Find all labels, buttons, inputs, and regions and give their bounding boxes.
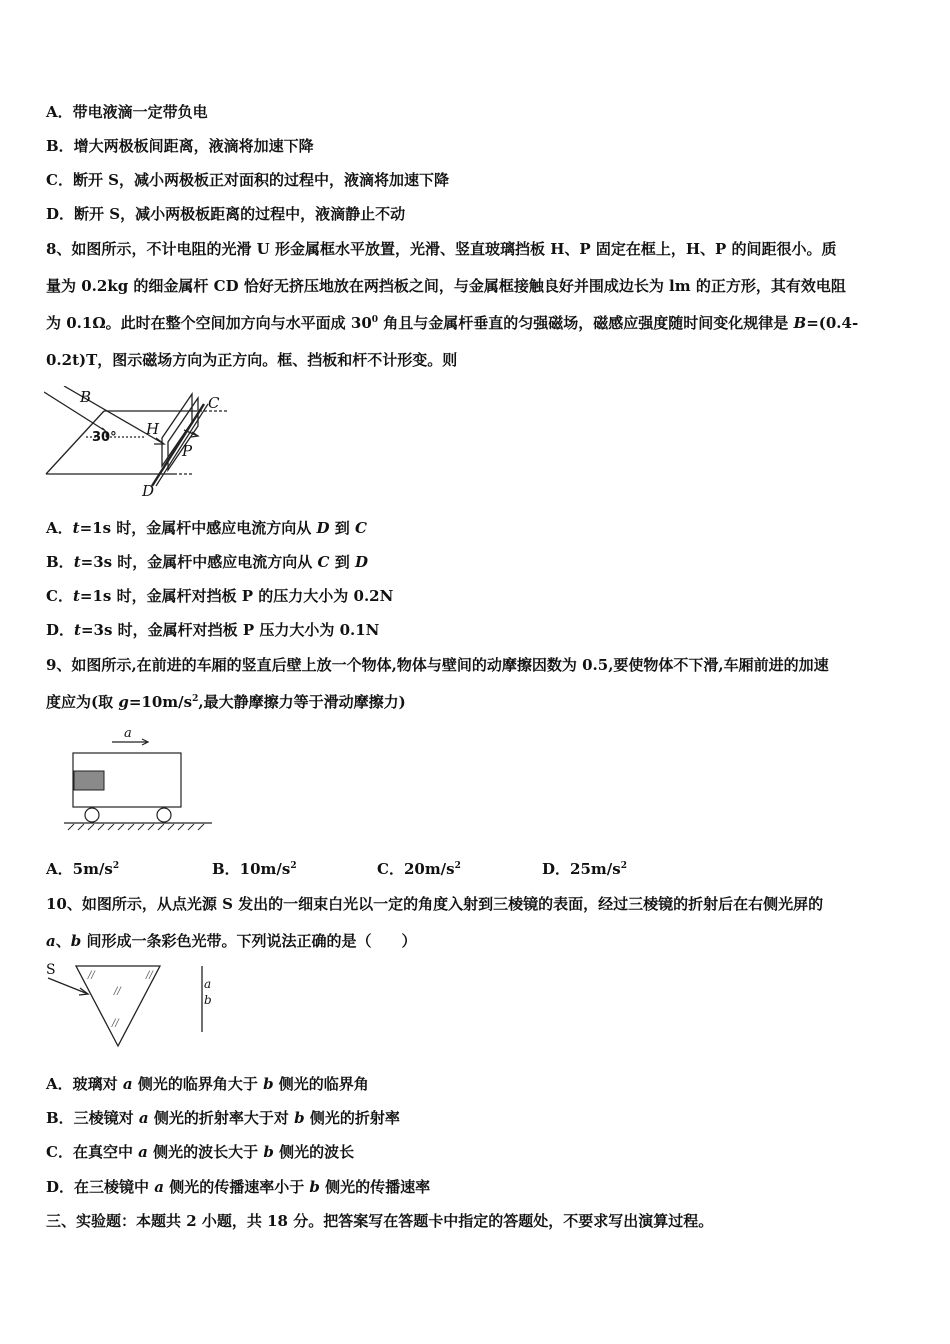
- q9-option-b: B．$10m/s^2$: [212, 860, 297, 878]
- q8-label-d: D: [142, 482, 155, 498]
- svg-text://: //: [146, 970, 153, 981]
- q8-stem-line2: 量为 0.2kg 的细金属杆 CD 恰好无挤压地放在两挡板之间，与金属框接触良好并围成边长为 lm 的正方形，其有效电阻: [46, 277, 846, 295]
- q8-figure: [44, 386, 244, 498]
- q7-option-b: B．增大两极板间距离，液滴将加速下降: [46, 137, 314, 155]
- section3-heading: 三、实验题：本题共 2 小题，共 18 分。把答案写在答题卡中指定的答题处，不要求写出演算过程。: [46, 1212, 714, 1230]
- q9-stem-line2: 度应为(取 $g=10m/s^2$,最大静摩擦力等于滑动摩擦力): [46, 693, 406, 711]
- q10-figure: [42, 960, 222, 1050]
- q10-label-s: S: [46, 962, 56, 978]
- q8-label-angle: 30°: [92, 430, 117, 445]
- q7-option-a: A．带电液滴一定带负电: [46, 103, 208, 121]
- q9-block: [74, 771, 104, 790]
- q8-label-c: C: [208, 394, 220, 412]
- q10-option-d: D．在三棱镜中 a 侧光的传播速率小于 b 侧光的传播速率: [46, 1178, 431, 1196]
- q10-stem-line1: 10、如图所示，从点光源 S 发出的一细束白光以一定的角度入射到三棱镜的表面，经过三棱镜的折射后在右侧光屏的: [46, 895, 824, 913]
- q9-option-a: A．$5m/s^2$: [46, 860, 120, 878]
- q9-figure: [62, 724, 218, 832]
- q8-option-a: A．t=1s 时，金属杆中感应电流方向从 D 到 C: [46, 519, 367, 537]
- q8-label-b: B: [80, 388, 92, 406]
- svg-text://: //: [114, 986, 121, 997]
- q8-stem-line1: 8、如图所示，不计电阻的光滑 U 形金属框水平放置，光滑、竖直玻璃挡板 H、P 固定在框上，H、P 的间距很小。质: [46, 240, 837, 258]
- q8-label-p: P: [182, 442, 193, 460]
- q10-option-c: C．在真空中 a 侧光的波长大于 b 侧光的波长: [46, 1143, 355, 1161]
- q7-option-d: D．断开 S，减小两极板距离的过程中，液滴静止不动: [46, 205, 406, 223]
- q8-stem-line4: 0.2t)T，图示磁场方向为正方向。框、挡板和杆不计形变。则: [46, 351, 458, 369]
- q10-option-a: A．玻璃对 a 侧光的临界角大于 b 侧光的临界角: [46, 1075, 369, 1093]
- q9-option-c: C．$20m/s^2$: [377, 860, 461, 878]
- q10-stem-line2: a、b 间形成一条彩色光带。下列说法正确的是（ ）: [46, 932, 417, 950]
- q8-stem-line3: 为 0.1Ω。此时在整个空间加方向与水平面成 $30^0$ 角且与金属杆垂直的匀强磁场，磁感应强度随时间变化规律是 B=(0.4-: [46, 314, 859, 332]
- q9-stem-line1: 9、如图所示,在前进的车厢的竖直后壁上放一个物体,物体与壁间的动摩擦因数为 0.5,要使物体不下滑,车厢前进的加速: [46, 656, 829, 674]
- q7-option-c: C．断开 S，减小两极板正对面积的过程中，液滴将加速下降: [46, 171, 449, 189]
- q9-label-a: a: [124, 726, 132, 741]
- q9-option-d: D．$25m/s^2$: [542, 860, 627, 878]
- q8-label-h: H: [146, 420, 160, 438]
- q8-option-b: B．t=3s 时，金属杆中感应电流方向从 C 到 D: [46, 553, 368, 571]
- q10-option-b: B．三棱镜对 a 侧光的折射率大于对 b 侧光的折射率: [46, 1109, 400, 1127]
- q9-options: [46, 858, 926, 880]
- q8-option-c: C．t=1s 时，金属杆对挡板 P 的压力大小为 0.2N: [46, 587, 394, 605]
- q8-option-d: D．t=3s 时，金属杆对挡板 P 压力大小为 0.1N: [46, 621, 380, 639]
- q10-label-b: b: [204, 993, 212, 1007]
- q10-label-a: a: [204, 977, 212, 991]
- svg-text://: //: [88, 970, 95, 981]
- svg-text://: //: [112, 1018, 119, 1029]
